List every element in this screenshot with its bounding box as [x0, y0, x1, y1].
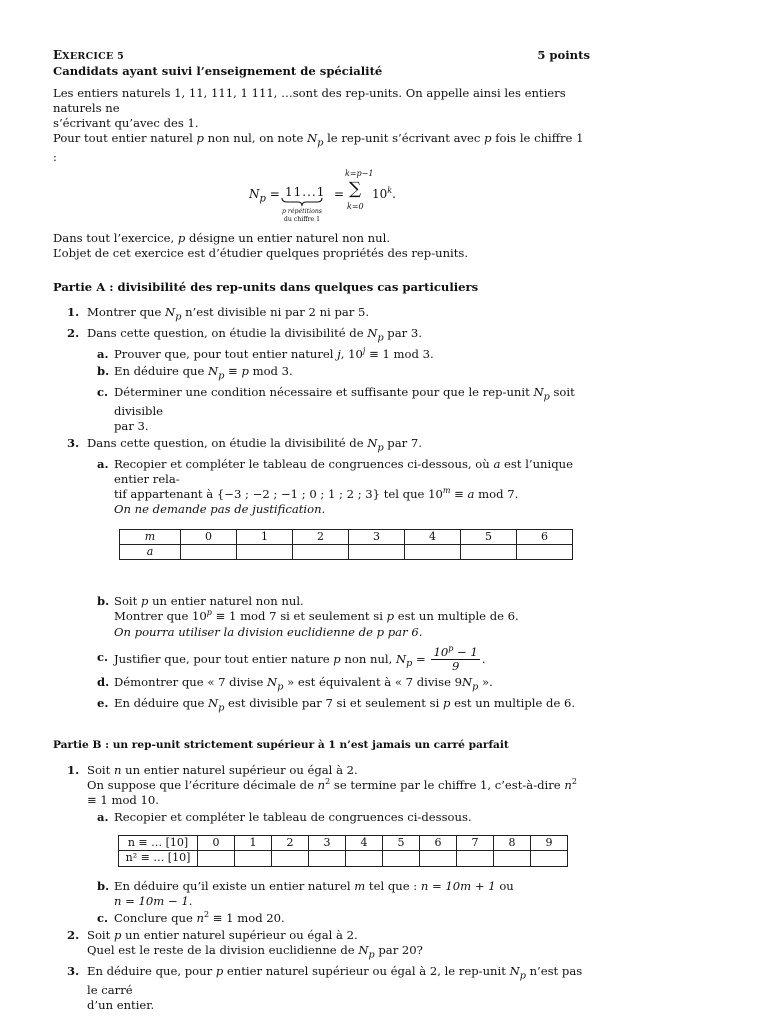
part-a-title: Partie A : divisibilité des rep-units dans quelques cas particuliers [53, 279, 479, 294]
exercise-label: XERCICE 5 [62, 51, 125, 62]
table-cell: 8 [494, 835, 531, 850]
formula-term: 10$^k$. [372, 185, 396, 201]
table-cell: 9 [531, 835, 568, 850]
table-cell: 3 [309, 835, 346, 850]
table-header-m: m [120, 529, 181, 544]
intro-line-2: s’écrivant qu’avec des 1. [53, 115, 199, 130]
table-cell-empty [237, 545, 293, 560]
table-cell: 6 [420, 835, 457, 850]
table-cell-empty [420, 851, 457, 866]
part-b-question-1: 1. Soit n un entier naturel supérieur ou égal à 2. On suppose que l’écriture décimale de $n^2$ se termine par le chiffre 1, c’est-à-dire $n^2 \equiv 1$ mod 10. [67, 762, 577, 807]
part-a-question-2b: b. En déduire que $N_p \equiv p$ mod 3. [97, 363, 293, 382]
part-b-question-1a: a. Recopier et compléter le tableau de congruences ci-dessous. [97, 809, 472, 824]
part-b-question-2: 2. Soit p un entier naturel supérieur ou égal à 2. Quel est le reste de la division euclidienne de $N_p$ par 20? [67, 927, 423, 961]
table-cell: 2 [293, 529, 349, 544]
intro-line-3: Pour tout entier naturel p non nul, on note $N_p$ le rep-unit s’écrivant avec p fois le chiffre 1 : [53, 130, 584, 164]
context-line-2: L’objet de cet exercice est d’étudier quelques propriétés des rep-units. [53, 245, 469, 260]
table-row [119, 851, 568, 866]
formula-lhs: $N_p$ = [249, 186, 280, 205]
part-a-question-3b: b. Soit p un entier naturel non nul. Montrer que $10^p \equiv 1$ mod 7 si et seulement si p est un multiple de 6. On pourra utiliser la division euclidienne de p par 6. [97, 594, 519, 639]
table-header-n-squared: n² ≡ … [10] [119, 851, 198, 866]
table-cell-empty [494, 851, 531, 866]
underbrace-shape [281, 197, 323, 207]
table-cell: 7 [457, 835, 494, 850]
exercise-initial: E [53, 48, 63, 62]
table-row [120, 529, 573, 544]
table-cell: 1 [235, 835, 272, 850]
table-cell-empty [272, 851, 309, 866]
exercise-page [53, 48, 590, 1013]
exercise-number [53, 48, 124, 64]
exercise-header [53, 48, 590, 64]
table-cell: 4 [346, 835, 383, 850]
underbrace-label: p répétitions du chiffre 1 [282, 207, 322, 223]
part-a-question-3c: c. Justifier que, pour tout entier nature p non nul, $N_p$ = $\frac{10^p - 1}{9}$ . [97, 643, 486, 673]
exercise-subtitle: Candidats ayant suivi l’enseignement de spécialité [53, 63, 383, 78]
table-cell-empty [461, 545, 517, 560]
fraction: $\frac{10^p - 1}{9}$ [433, 643, 478, 673]
table-cell-empty [293, 545, 349, 560]
part-a-question-3d: d. Démontrer que « 7 divise $N_p$ » est équivalent à « 7 divise $9N_p$ ». [97, 675, 493, 693]
congruence-table-mod10 [118, 835, 568, 867]
table-cell: 1 [237, 529, 293, 544]
table-cell-empty [181, 545, 237, 560]
sum-upper-bound: k=p−1 [345, 168, 374, 178]
part-b-question-1c: c. Conclure que $n^2 \equiv 1$ mod 20. [97, 909, 285, 925]
table-cell-empty [198, 851, 235, 866]
table-cell-empty [349, 545, 405, 560]
sum-lower-bound: k=0 [347, 201, 364, 211]
table-row [120, 545, 573, 560]
table-cell-empty [517, 545, 573, 560]
table-cell: 0 [198, 835, 235, 850]
part-a-question-1: 1. Montrer que $N_p$ n’est divisible ni par 2 ni par 5. [67, 304, 370, 323]
part-a-question-3: 3. Dans cette question, on étudie la divisibilité de $N_p$ par 7. [67, 435, 422, 453]
part-b-title: Partie B : un rep-unit strictement supérieur à 1 n’est jamais un carré parfait [53, 738, 509, 751]
table-cell: 0 [181, 529, 237, 544]
table-cell-empty [531, 851, 568, 866]
formula-ones: 11...1 [285, 184, 326, 199]
part-a-question-2c: c. Déterminer une condition nécessaire et suffisante pour que le rep-unit $N_p$ soit divisible par 3. [97, 384, 575, 433]
table-cell: 4 [405, 529, 461, 544]
repunit-formula [53, 168, 590, 227]
table-cell: 6 [517, 529, 573, 544]
congruence-table-mod7 [119, 529, 573, 561]
part-a-question-2: 2. Dans cette question, on étudie la divisibilité de $N_p$ par 3. [67, 325, 422, 344]
part-b-question-3: 3. En déduire que, pour p entier naturel supérieur ou égal à 2, le rep-unit $N_p$ n’est pas le carré d’un entier. [67, 963, 583, 1012]
part-b-question-1b: b. En déduire qu’il existe un entier naturel m tel que : n = 10m + 1 ou n = 10m − 1. [97, 878, 514, 908]
table-cell: 3 [349, 529, 405, 544]
table-header-n: n ≡ … [10] [119, 835, 198, 850]
sum-symbol: ∑ [349, 178, 362, 199]
table-header-a: a [120, 545, 181, 560]
table-cell-empty [457, 851, 494, 866]
table-cell-empty [405, 545, 461, 560]
table-cell-empty [309, 851, 346, 866]
table-row [119, 835, 568, 850]
formula-equals: = [334, 186, 345, 201]
part-a-question-3e: e. En déduire que $N_p$ est divisible par 7 si et seulement si p est un multiple de 6. [97, 696, 576, 714]
part-a-question-3a: a. Recopier et compléter le tableau de congruences ci-dessous, où a est l’unique entier rela- tif appartenant à {−3 ; −2 ; −1 ; 0 ; 1 ; 2 ; 3} tel que $10^m \equiv a$ mod 7. On ne demande pas de justification. [97, 456, 573, 516]
intro-line-1: Les entiers naturels 1, 11, 111, 1 111, …sont des rep-units. On appelle ainsi les entiers naturels ne [53, 85, 566, 115]
table-cell-empty [346, 851, 383, 866]
table-cell: 5 [461, 529, 517, 544]
exercise-points: 5 points [537, 48, 590, 62]
context-line-1: Dans tout l’exercice, p désigne un entier naturel non nul. [53, 230, 391, 245]
table-cell-empty [383, 851, 420, 866]
table-cell-empty [235, 851, 272, 866]
part-a-question-2a: a. Prouver que, pour tout entier naturel j, $10^j \equiv 1$ mod 3. [97, 345, 434, 361]
table-cell: 5 [383, 835, 420, 850]
table-cell: 2 [272, 835, 309, 850]
